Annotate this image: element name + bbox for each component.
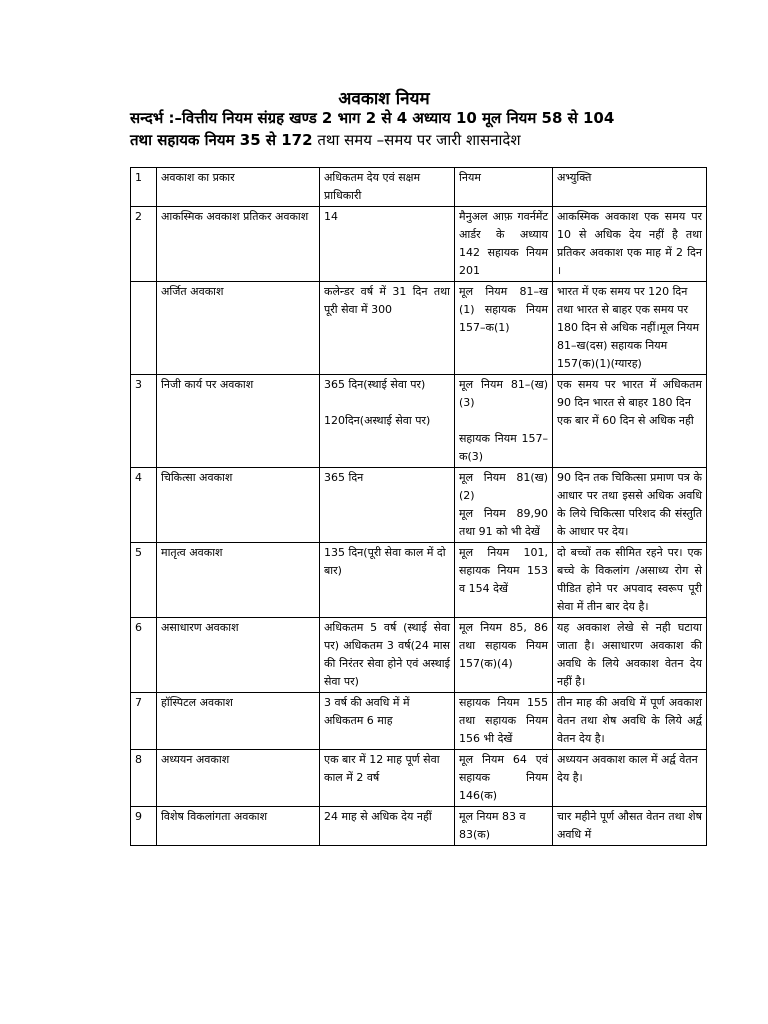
- row-serial: 7: [131, 693, 157, 750]
- row-max-line-2: 120दिन(अस्थाई सेवा पर): [324, 414, 431, 427]
- row-rule-line-1: मूल नियम 81–(ख)(3): [459, 378, 548, 409]
- table-header-row: [131, 168, 707, 207]
- row-rule: मूल नियम 64 एवं सहायक नियम 146(क): [455, 750, 553, 807]
- row-remark: यह अवकाश लेखे से नही घटाया जाता है। असाधारण अवकाश की अवधि के लिये अवकाश वेतन देय नहीं है।: [553, 618, 707, 693]
- row-serial: 5: [131, 543, 157, 618]
- row-max: एक बार में 12 माह पूर्ण सेवा काल में 2 वर्ष: [320, 750, 455, 807]
- row-leave-type: हॉस्पिटल अवकाश: [157, 693, 320, 750]
- row-rule: मैनुअल आफ़ गवर्नमेंट आर्डर के अध्याय 142 सहायक नियम 201: [455, 207, 553, 282]
- row-max: कलेन्डर वर्ष में 31 दिन तथा पूरी सेवा में 300: [320, 282, 455, 375]
- row-rule-line-2: सहायक नियम 157–क(3): [459, 432, 548, 463]
- row-leave-type: अध्ययन अवकाश: [157, 750, 320, 807]
- row-remark: आकस्मिक अवकाश एक समय पर 10 से अधिक देय नहीं है तथा प्रतिकर अवकाश एक माह में 2 दिन ।: [553, 207, 707, 282]
- row-remark-line-1: एक समय पर भारत में अधिकतम 90 दिन भारत से बाहर 180 दिन: [557, 378, 702, 409]
- table-row: [131, 375, 707, 468]
- row-max: 3 वर्ष की अवधि में में अधिकतम 6 माह: [320, 693, 455, 750]
- leave-rules-table: [130, 167, 707, 846]
- row-remark: तीन माह की अवधि में पूर्ण अवकाश वेतन तथा शेष अवधि के लिये अर्द्व वेतन देय है।: [553, 693, 707, 750]
- page-title: अवकाश नियम: [338, 89, 430, 109]
- row-serial: [131, 282, 157, 375]
- table-row: [131, 468, 707, 543]
- table-row: [131, 618, 707, 693]
- reference-text-2-bold: तथा सहायक नियम 35 से 172: [130, 131, 313, 149]
- row-remark: भारत में एक समय पर 120 दिन तथा भारत से बाहर एक समय पर 180 दिन से अधिक नहीं।मूल नियम 81–ख(दस) सहायक नियम 157(क)(1)(ग्यारह): [553, 282, 707, 375]
- table-row: [131, 282, 707, 375]
- table-row: [131, 207, 707, 282]
- row-serial: 6: [131, 618, 157, 693]
- reference-line-2: [130, 129, 710, 151]
- row-rule: मूल नियम 81–ख (1) सहायक नियम 157–क(1): [455, 282, 553, 375]
- row-remark: 90 दिन तक चिकित्सा प्रमाण पत्र के आधार पर तथा इससे अधिक अवधि के लिये चिकित्सा परिशद की संस्तुति के आधार पर देय।: [553, 468, 707, 543]
- row-rule: सहायक नियम 155 तथा सहायक नियम 156 भी देखें: [455, 693, 553, 750]
- header-leave-type: अवकाश का प्रकार: [157, 168, 320, 207]
- header-max-authority: अधिकतम देय एवं सक्षम प्राधिकारी: [320, 168, 455, 207]
- row-rule: मूल नियम 83 व 83(क): [455, 807, 553, 846]
- row-remark: [553, 375, 707, 468]
- row-rule-line-1: मूल नियम 81(ख)(2): [459, 471, 548, 502]
- row-remark: चार महीने पूर्ण औसत वेतन तथा शेष अवधि में: [553, 807, 707, 846]
- reference-text-2-rest: तथा समय –समय पर जारी शासनादेश: [312, 131, 521, 149]
- row-rule: [455, 375, 553, 468]
- row-serial: 8: [131, 750, 157, 807]
- row-serial: 4: [131, 468, 157, 543]
- row-max: [320, 375, 455, 468]
- reference-line-1: [130, 107, 710, 129]
- table-row: [131, 543, 707, 618]
- row-leave-type: चिकित्सा अवकाश: [157, 468, 320, 543]
- row-leave-type: मातृत्व अवकाश: [157, 543, 320, 618]
- reference-text-1: सन्दर्भ :–वित्तीय नियम संग्रह खण्ड 2 भाग 2 से 4 अध्याय 10 मूल नियम 58 से 104: [130, 109, 615, 127]
- row-rule: मूल नियम 101, सहायक नियम 153 व 154 देखें: [455, 543, 553, 618]
- row-max: 365 दिन: [320, 468, 455, 543]
- row-max: अधिकतम 5 वर्ष (स्थाई सेवा पर) अधिकतम 3 वर्ष(24 मास की निरंतर सेवा होने एवं अस्थाई सेवा पर): [320, 618, 455, 693]
- header-rule: नियम: [455, 168, 553, 207]
- row-rule: मूल नियम 85, 86 तथा सहायक नियम 157(क)(4): [455, 618, 553, 693]
- row-rule-line-2: मूल नियम 89,90 तथा 91 को भी देखें: [459, 507, 548, 538]
- row-leave-type: निजी कार्य पर अवकाश: [157, 375, 320, 468]
- header-remarks: अभ्युक्ति: [553, 168, 707, 207]
- row-max: 135 दिन(पूरी सेवा काल में दो बार): [320, 543, 455, 618]
- header-serial: 1: [131, 168, 157, 207]
- row-remark-line-2: एक बार में 60 दिन से अधिक नही: [557, 414, 694, 427]
- row-serial: 9: [131, 807, 157, 846]
- table-row: [131, 693, 707, 750]
- row-max-line-1: 365 दिन(स्थाई सेवा पर): [324, 378, 426, 391]
- row-rule: [455, 468, 553, 543]
- table-row: [131, 807, 707, 846]
- row-leave-type: असाधारण अवकाश: [157, 618, 320, 693]
- row-max: 24 माह से अधिक देय नहीं: [320, 807, 455, 846]
- row-leave-type: विशेष विकलांगता अवकाश: [157, 807, 320, 846]
- row-leave-type: आकस्मिक अवकाश प्रतिकर अवकाश: [157, 207, 320, 282]
- row-max: 14: [320, 207, 455, 282]
- row-remark: दो बच्चों तक सीमित रहने पर। एक बच्चे के विकलांग /असाध्य रोग से पीडित होने पर अपवाद स्वरूप पूरी सेवा में तीन बार देय है।: [553, 543, 707, 618]
- row-serial: 2: [131, 207, 157, 282]
- row-serial: 3: [131, 375, 157, 468]
- table-row: [131, 750, 707, 807]
- row-remark: अध्ययन अवकाश काल में अर्द्व वेतन देय है।: [553, 750, 707, 807]
- row-leave-type: अर्जित अवकाश: [157, 282, 320, 375]
